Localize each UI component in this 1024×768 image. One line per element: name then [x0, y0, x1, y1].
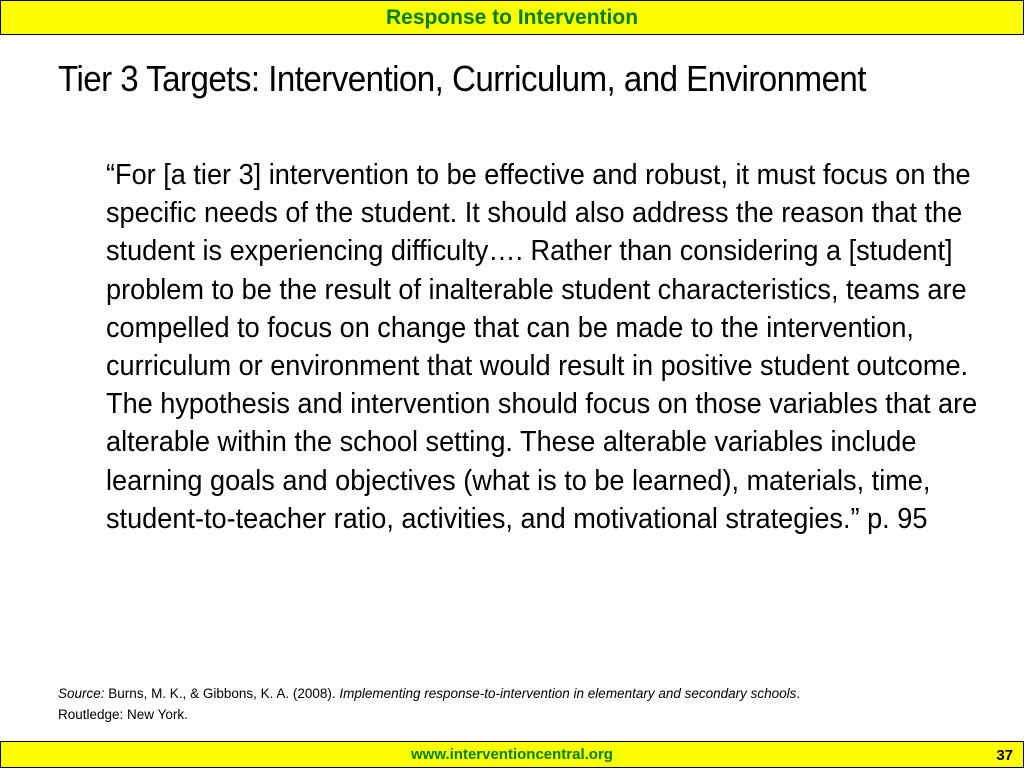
source-book-title: Implementing response-to-intervention in elementary and secondary schools — [339, 686, 797, 701]
page-number: 37 — [996, 747, 1013, 764]
top-banner — [0, 0, 1024, 35]
banner-title: Response to Intervention — [385, 6, 639, 29]
quote-text: “For [a tier 3] intervention to be effective and robust, it must focus on the specific needs of the student. It should also address the reason that the student is experiencing difficulty…. Rather than considering a [student] problem to be the result of inalterable student characteristics, teams are compelled to focus on change that can be made to the intervention, curriculum or environment that would result in positive student outcome. The hypothesis and intervention should focus on those variables that are alterable within the school setting. These alterable variables include learning goals and objectives (what is to be learned), materials, time, student-to-teacher ratio, activities, and motivational strategies.” p. 95 — [106, 159, 978, 535]
footer-url: www.interventioncentral.org — [411, 746, 613, 763]
source-label: Source: — [58, 686, 105, 701]
source-citation: Source: Burns, M. K., & Gibbons, K. A. (2008). Implementing response-to-intervention in elementary and secondary schools. Routledge: New York. — [58, 686, 801, 722]
slide-title: Tier 3 Targets: Intervention, Curriculum, and Environment — [58, 58, 866, 99]
source-authors: Burns, M. K., & Gibbons, K. A. (2008). — [108, 686, 336, 701]
source-publisher: Routledge: New York. — [58, 707, 188, 722]
bottom-banner — [0, 741, 1024, 768]
